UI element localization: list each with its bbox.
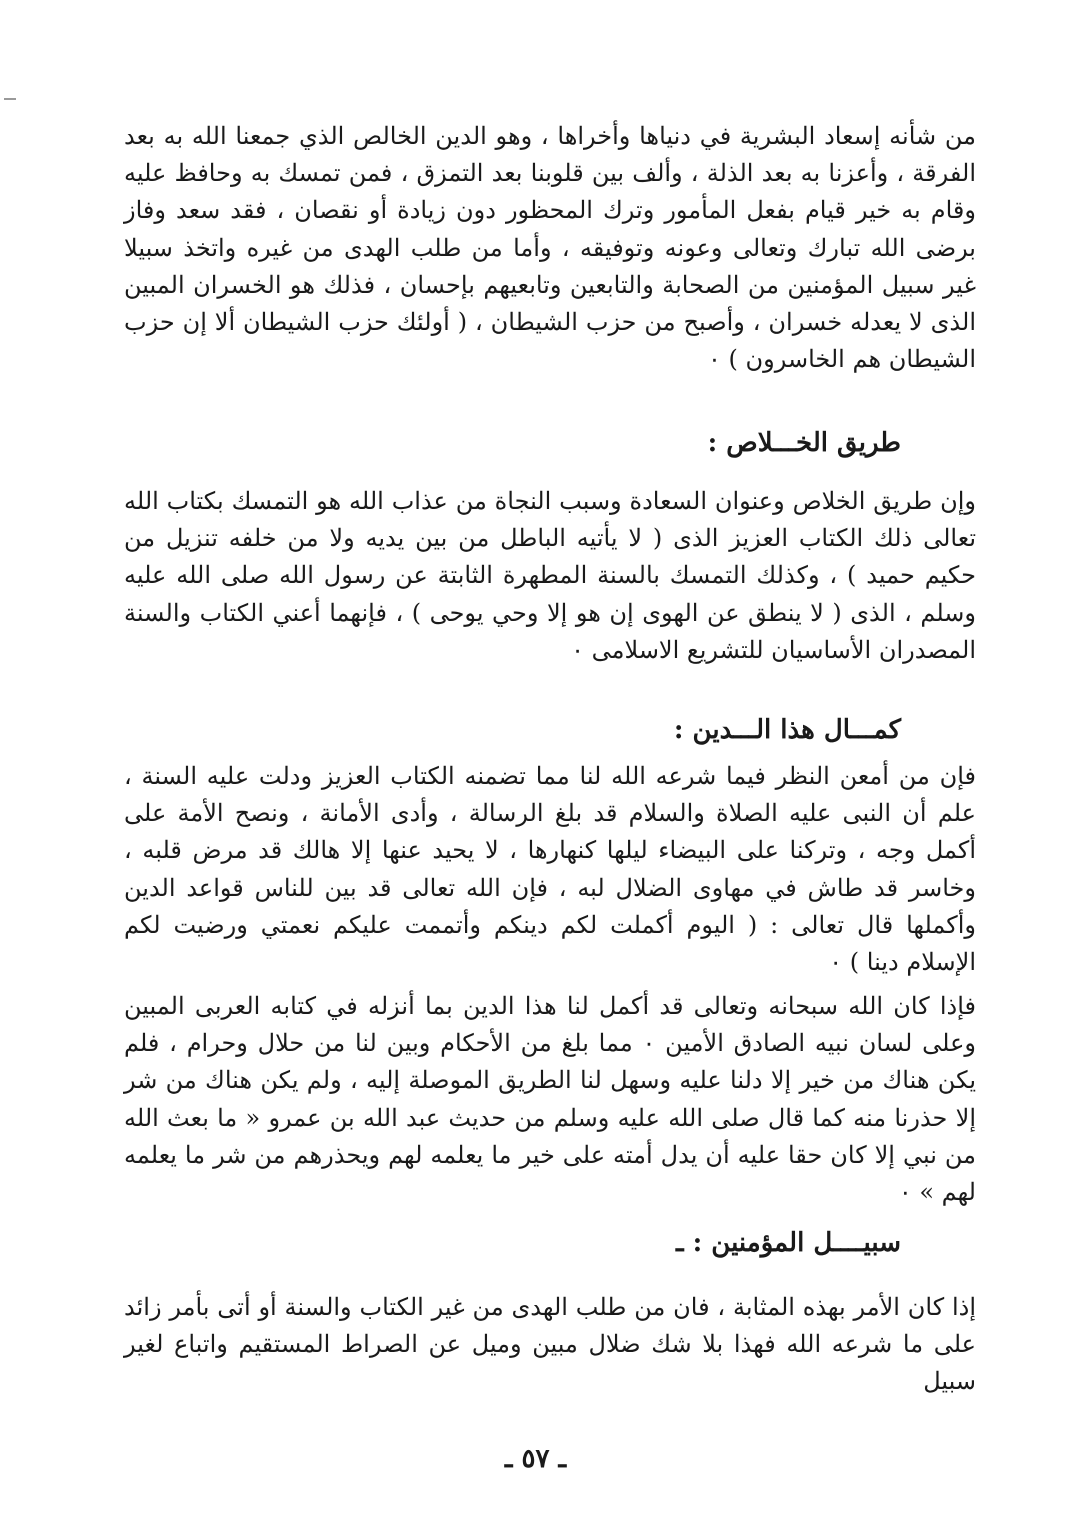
heading-path-of-salvation: طريق الخـــلاص : xyxy=(707,428,901,458)
paragraph-3: فإن من أمعن النظر فيما شرعه الله لنا مما تضمنه الكتاب العزيز ودلت عليه السنة ، علم أن النبى عليه الصلاة والسلام قد بلغ الرسالة ، وأدى الأمانة ، ونصح الأمة على أكمل وجه ، وتركنا على البيضاء ليلها كنهارها ، لا يحيد عنها إلا هالك قد مرض قلبه ، وخاسر قد طاش في مهاوى الضلال لبه ، فإن الله تعالى قد بين للناس قواعد الدين وأكملها قال تعالى : ( اليوم أكملت لكم دينكم وأتممت عليكم نعمتي ورضيت لكم الإسلام دينا ) ٠ xyxy=(124,762,976,977)
heading-path-of-believers: سبيــــل المؤمنين : ـ xyxy=(675,1228,901,1258)
paragraph-1: من شأنه إسعاد البشرية في دنياها وأخراها ، وهو الدين الخالص الذي جمعنا الله به بعد الفرقة ، وأعزنا به بعد الذلة ، وألف بين قلوبنا بعد التمزق ، فمن تمسك به وحافظ عليه وقام به خير قيام بفعل المأمور وترك المحظور دون زيادة أو نقصان ، فقد سعد وفاز برضى الله تبارك وتعالى وعونه وتوفيقه ، وأما من طلب الهدى من غيره واتخذ سبيلا غير سبيل المؤمنين من الصحابة والتابعين وتابعيهم بإحسان ، فذلك هو الخسران المبين الذى لا يعدله خسران ، وأصبح من حزب الشيطان ، ( أولئك حزب الشيطان ألا إن حزب الشيطان هم الخاسرون ) ٠ xyxy=(124,122,976,374)
scan-mark xyxy=(4,98,16,100)
paragraph-2: وإن طريق الخلاص وعنوان السعادة وسبب النجاة من عذاب الله هو التمسك بكتاب الله تعالى ذلك الكتاب العزيز الذى ( لا يأتيه الباطل من بين يديه ولا من خلفه تنزيل من حكيم حميد ) ، وكذلك التمسك بالسنة المطهرة الثابتة عن رسول الله صلى الله عليه وسلم ، الذى ( لا ينطق عن الهوى إن هو إلا وحي يوحى ) ، فإنهما أعني الكتاب والسنة المصدران الأساسيان للتشريع الاسلامى ٠ xyxy=(124,487,976,664)
paragraph-4: فإذا كان الله سبحانه وتعالى قد أكمل لنا هذا الدين بما أنزله في كتابه العربى المبين وعلى لسان نبيه الصادق الأمين ٠ مما بلغ من الأحكام وبين لنا من حلال وحرام ، فلم يكن هناك من خير إلا دلنا عليه وسهل لنا الطريق الموصلة إليه ، ولم يكن هناك من شر إلا حذرنا منه كما قال صلى الله عليه وسلم من حديث عبد الله بن عمرو « ما بعث الله من نبي إلا كان حقا عليه أن يدل أمته على خير ما يعلمه لهم ويحذرهم من شر ما يعلمه لهم » ٠ xyxy=(124,992,976,1207)
paragraph-5: إذا كان الأمر بهذه المثابة ، فان من طلب الهدى من غير الكتاب والسنة أو أتى بأمر زائد على ما شرعه الله فهذا بلا شك ضلال مبين وميل عن الصراط المستقيم واتباع لغير سبيل xyxy=(124,1293,976,1396)
heading-perfection-of-religion: كمـــال هذا الـــدين : xyxy=(673,715,901,745)
page-number: ـ ٥٧ ـ xyxy=(504,1444,567,1474)
